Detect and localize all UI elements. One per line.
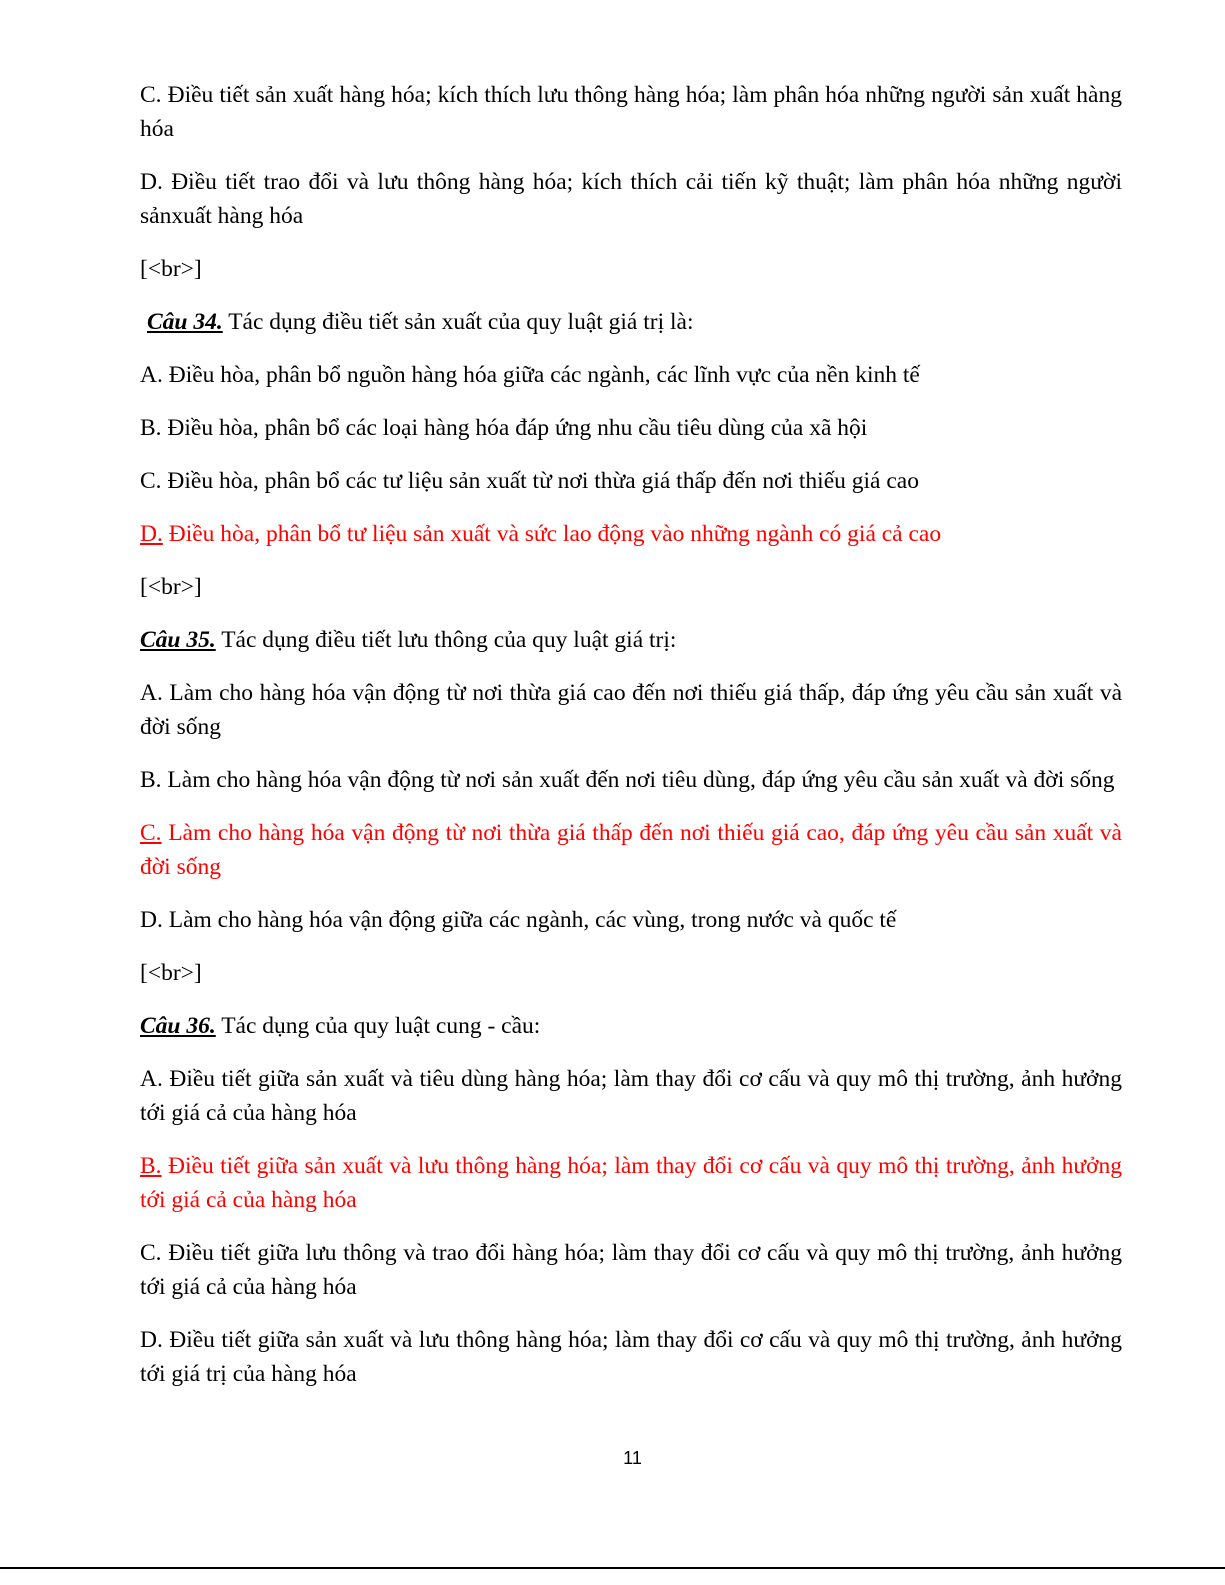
option-b-q34: B. Điều hòa, phân bổ các loại hàng hóa đáp ứng nhu cầu tiêu dùng của xã hội (140, 415, 868, 441)
option-a-q36: A. Điều tiết giữa sản xuất và tiêu dùng hàng hóa; làm thay đổi cơ cấu và quy mô thị trường, ảnh hưởng tới giá cả của hàng hóa (140, 1066, 1122, 1126)
option-a-q34: A. Điều hòa, phân bổ nguồn hàng hóa giữa các ngành, các lĩnh vực của nền kinh tế (140, 362, 920, 388)
page-number: 11 (623, 1448, 642, 1468)
answer-letter: C. (140, 820, 162, 846)
question-36 (140, 1009, 1122, 1043)
answer-text: Điều hòa, phân bổ tư liệu sản xuất và sức lao động vào những ngành có giá cả cao (162, 521, 942, 547)
question-text: Tác dụng điều tiết sản xuất của quy luật giá trị là: (222, 309, 694, 335)
answer-c-q35 (140, 816, 1122, 884)
question-text: Tác dụng của quy luật cung - cầu: (215, 1013, 541, 1039)
option-d-q36: D. Điều tiết giữa sản xuất và lưu thông hàng hóa; làm thay đổi cơ cấu và quy mô thị trường, ảnh hưởng tới giá trị của hàng hóa (140, 1327, 1122, 1387)
answer-letter: D. (140, 521, 163, 547)
question-label: Câu 34. (147, 309, 223, 335)
separator: [<br>] (140, 960, 202, 986)
option-c-q34: C. Điều hòa, phân bổ các tư liệu sản xuất từ nơi thừa giá thấp đến nơi thiếu giá cao (140, 468, 919, 494)
option-d-q35: D. Làm cho hàng hóa vận động giữa các ngành, các vùng, trong nước và quốc tế (140, 907, 897, 933)
option-c-q33: C. Điều tiết sản xuất hàng hóa; kích thích lưu thông hàng hóa; làm phân hóa những người sản xuất hàng hóa (140, 82, 1122, 142)
question-text: Tác dụng điều tiết lưu thông của quy luật giá trị: (215, 627, 677, 653)
bottom-divider (0, 1567, 1225, 1569)
option-b-q35: B. Làm cho hàng hóa vận động từ nơi sản xuất đến nơi tiêu dùng, đáp ứng yêu cầu sản xuất và đời sống (140, 767, 1115, 793)
question-35 (140, 623, 1122, 657)
answer-d-q34 (140, 517, 1122, 551)
option-c-q36: C. Điều tiết giữa lưu thông và trao đổi hàng hóa; làm thay đổi cơ cấu và quy mô thị trường, ảnh hưởng tới giá cả của hàng hóa (140, 1240, 1122, 1300)
separator: [<br>] (140, 256, 202, 282)
answer-text: Điều tiết giữa sản xuất và lưu thông hàng hóa; làm thay đổi cơ cấu và quy mô thị trường, ảnh hưởng tới giá cả của hàng hóa (140, 1153, 1122, 1213)
separator: [<br>] (140, 574, 202, 600)
document-body (140, 78, 1122, 1410)
answer-text: Làm cho hàng hóa vận động từ nơi thừa giá thấp đến nơi thiếu giá cao, đáp ứng yêu cầu sản xuất và đời sống (140, 820, 1122, 880)
option-a-q35: A. Làm cho hàng hóa vận động từ nơi thừa giá cao đến nơi thiếu giá thấp, đáp ứng yêu cầu sản xuất và đời sống (140, 680, 1122, 740)
answer-letter: B. (140, 1153, 162, 1179)
question-34 (140, 305, 1122, 339)
question-label: Câu 35. (140, 627, 216, 653)
option-d-q33: D. Điều tiết trao đổi và lưu thông hàng hóa; kích thích cải tiến kỹ thuật; làm phân hóa những người sảnxuất hàng hóa (140, 169, 1122, 229)
answer-b-q36 (140, 1149, 1122, 1217)
question-label: Câu 36. (140, 1013, 216, 1039)
